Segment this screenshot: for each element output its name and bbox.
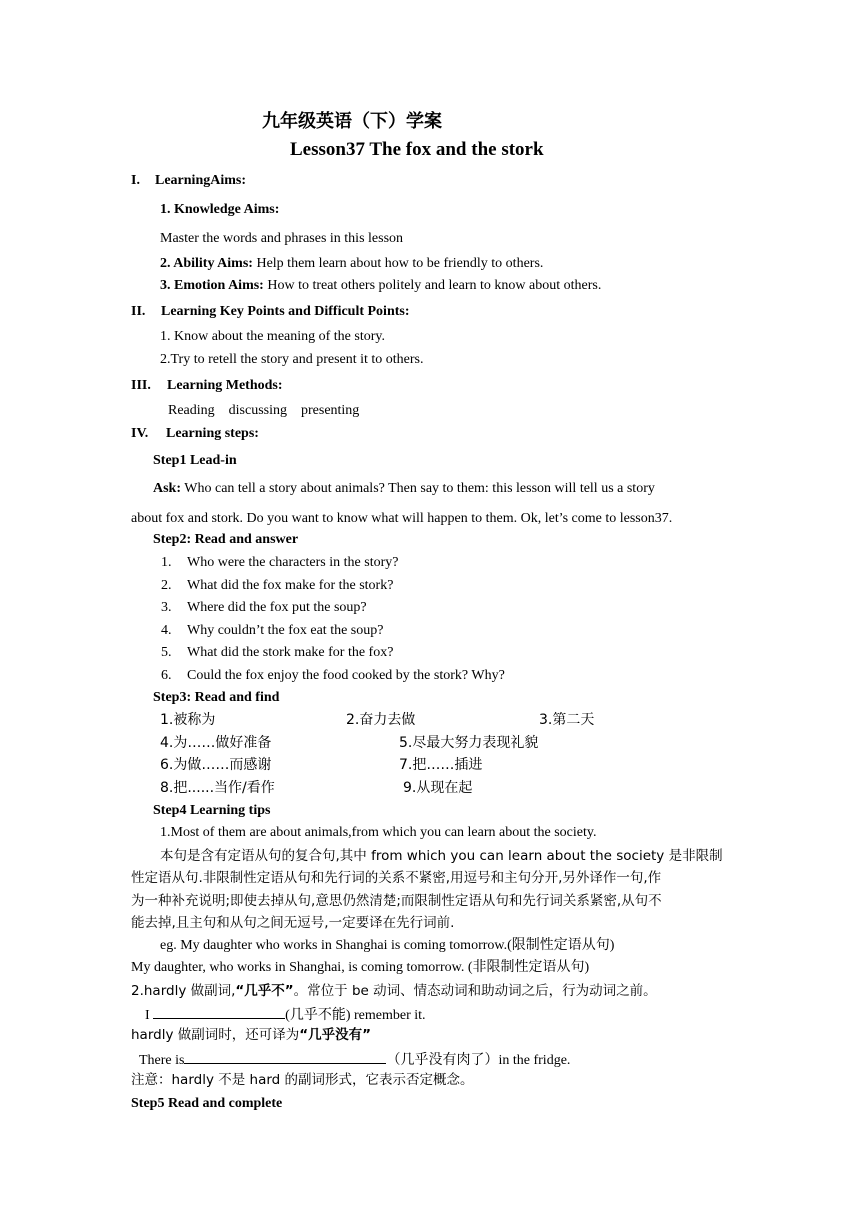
ability-aims: [160, 255, 543, 273]
ability-aims-label: 2. Ability Aims:: [160, 256, 253, 271]
page-title-chinese: 九年级英语（下）学案: [262, 111, 442, 132]
section-1-number: I.: [131, 173, 140, 188]
fill-blank-2-prefix: There is: [139, 1053, 185, 1068]
section-4-number: IV.: [131, 426, 149, 441]
ability-aims-text: Help them learn about how to be friendly to others.: [252, 256, 544, 271]
fill-blank-2-suffix: （几乎没有肉了）in the fridge.: [386, 1053, 571, 1068]
question-number: 3.: [161, 600, 172, 615]
section-3-heading: [131, 377, 283, 395]
emotion-aims: [160, 277, 601, 295]
fill-blank-1: [145, 1004, 426, 1025]
learning-methods-text: Reading discussing presenting: [168, 403, 360, 418]
phrase-item: 1.被称为: [160, 712, 216, 728]
example-nonrestrictive: My daughter, who works in Shanghai, is coming tomorrow. (非限制性定语从句): [131, 960, 590, 975]
example-restrictive: eg. My daughter who works in Shanghai is coming tomorrow.(限制性定语从句): [160, 938, 615, 953]
question-item: [161, 599, 367, 617]
question-text: What did the fox make for the stork?: [187, 578, 394, 593]
section-2-heading: [131, 303, 410, 321]
hardly-note-meaning: “几乎没有”: [299, 1027, 371, 1043]
phrase-item: 7.把……插进: [399, 757, 483, 773]
question-item: [161, 554, 398, 572]
emotion-aims-text: How to treat others politely and learn to know about others.: [263, 278, 602, 293]
question-text: Could the fox enjoy the food cooked by the stork? Why?: [187, 668, 505, 683]
tip-2-meaning: “几乎不”: [235, 983, 294, 999]
phrase-item: 9.从现在起: [403, 780, 473, 796]
phrase-item: 5.尽最大努力表现礼貌: [399, 735, 539, 751]
question-text: Who were the characters in the story?: [187, 555, 399, 570]
question-number: 4.: [161, 623, 172, 638]
question-text: Where did the fox put the soup?: [187, 600, 367, 615]
fill-blank-1-prefix: I: [145, 1008, 154, 1023]
step5-title: Step5 Read and complete: [131, 1096, 283, 1111]
question-number: 5.: [161, 645, 172, 660]
step1-ask-text: Who can tell a story about animals? Then say to them: this lesson will tell us a story: [181, 481, 655, 496]
phrase-item: 6.为做……而感谢: [160, 757, 272, 773]
step2-title: Step2: Read and answer: [153, 532, 299, 547]
question-item: [161, 667, 505, 685]
step1-ask-label: Ask:: [153, 481, 182, 496]
section-3-number: III.: [131, 378, 151, 393]
question-text: What did the stork make for the fox?: [187, 645, 394, 660]
knowledge-aims-label: 1. Knowledge Aims:: [160, 202, 280, 217]
fill-blank-2: [139, 1049, 570, 1070]
tip-2-usage: 。常位于 be 动词、情态动词和助动词之后，行为动词之前。: [293, 983, 657, 999]
step1-title: Step1 Lead-in: [153, 453, 237, 468]
question-number: 1.: [161, 555, 172, 570]
answer-blank-1[interactable]: [153, 1004, 285, 1019]
question-item: [161, 622, 383, 640]
step3-title: Step3: Read and find: [153, 690, 280, 705]
key-point-1: 1. Know about the meaning of the story.: [160, 329, 385, 344]
question-text: Why couldn’t the fox eat the soup?: [187, 623, 384, 638]
tip-2-line: [131, 982, 657, 1000]
section-2-label: Learning Key Points and Difficult Points:: [161, 304, 410, 319]
step4-title: Step4 Learning tips: [153, 803, 271, 818]
hardly-note-text: hardly 做副词时，还可译为: [131, 1027, 300, 1043]
section-2-number: II.: [131, 304, 146, 319]
emotion-aims-label: 3. Emotion Aims:: [160, 278, 264, 293]
question-number: 2.: [161, 578, 172, 593]
section-1-label: LearningAims:: [155, 173, 246, 188]
question-number: 6.: [161, 668, 172, 683]
section-1-heading: [131, 172, 246, 190]
tip-1-explanation-line: 为一种补充说明;即使去掉从句,意思仍然清楚;而限制性定语从句和先行词关系紧密,从句不: [131, 893, 662, 909]
phrase-item: 8.把......当作/看作: [160, 780, 275, 796]
key-point-2: 2.Try to retell the story and present it to others.: [160, 352, 424, 367]
answer-blank-2[interactable]: [184, 1049, 386, 1064]
step1-ask-continued: about fox and stork. Do you want to know what will happen to them. Ok, let’s come to lesson37.: [131, 511, 673, 526]
question-item: [161, 577, 393, 595]
phrase-item: 4.为……做好准备: [160, 735, 272, 751]
section-4-heading: [131, 425, 259, 443]
knowledge-aims-text: Master the words and phrases in this lesson: [160, 231, 404, 246]
tip-1-explanation-line: 本句是含有定语从句的复合句,其中 from which you can learn about the society 是非限制: [160, 848, 723, 864]
tip-1-explanation-line: 能去掉,且主句和从句之间无逗号,一定要译在先行词前.: [131, 915, 455, 931]
tip-1-sentence: 1.Most of them are about animals,from which you can learn about the society.: [160, 825, 597, 840]
tip-2-intro: 2.hardly 做副词,: [131, 983, 236, 999]
question-item: [161, 644, 393, 662]
phrase-item: 2.奋力去做: [346, 712, 416, 728]
page-title-lesson: Lesson37 The fox and the stork: [290, 139, 544, 160]
hardly-note: [131, 1026, 371, 1044]
phrase-item: 3.第二天: [539, 712, 595, 728]
fill-blank-1-suffix: (几乎不能) remember it.: [285, 1008, 426, 1023]
tip-1-explanation-line: 性定语从句.非限制性定语从句和先行词的关系不紧密,用逗号和主句分开,另外译作一句,作: [131, 870, 662, 886]
hardly-caution-note: 注意：hardly 不是 hard 的副词形式，它表示否定概念。: [131, 1072, 474, 1088]
step1-ask: [153, 480, 655, 498]
section-3-label: Learning Methods:: [167, 378, 283, 393]
section-4-label: Learning steps:: [166, 426, 259, 441]
